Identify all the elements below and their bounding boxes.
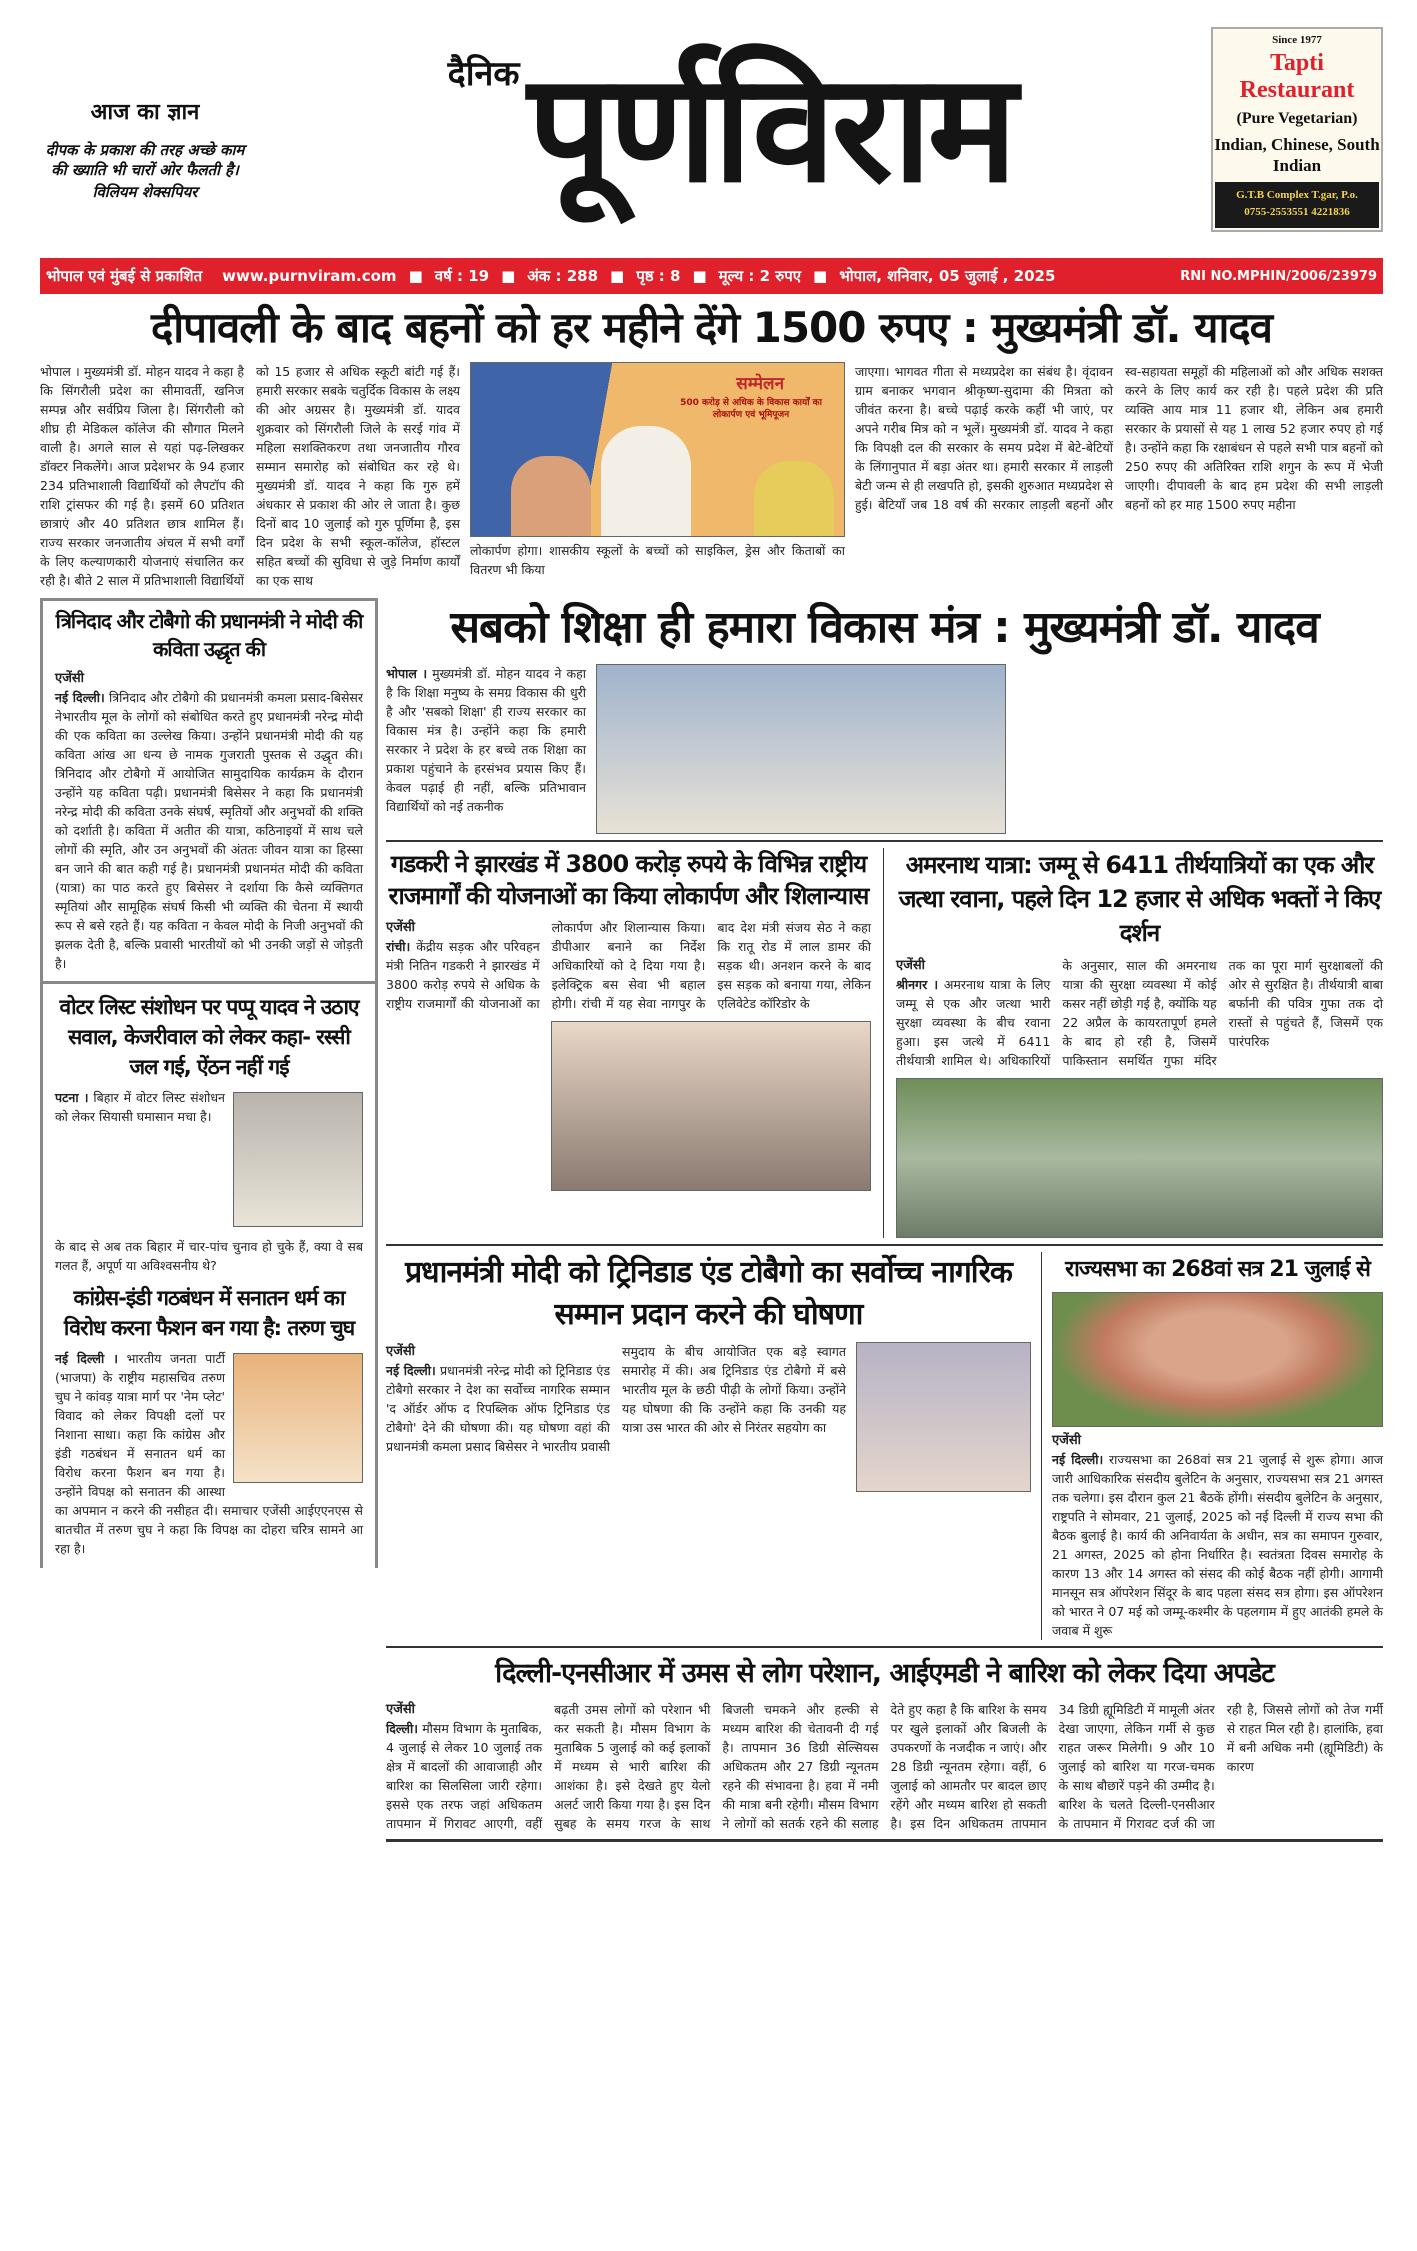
agency: एजेंसी: [386, 1702, 415, 1717]
dateline: श्रीनगर ।: [896, 977, 939, 992]
lead-body-left: भोपाल । मुख्यमंत्री डॉ. मोहन यादव ने कहा है कि सिंगरौली प्रदेश का सीमावर्ती, खनिज सम्पन्न और सर्वप्रिय जिला है। सिंगरौली को शीघ्र ही मेडिकल कॉलेज की सौगात मिलने वाली है। अगले साल से यहां पढ़-लिखकर डॉक्टर निकलेंगे। आज प्रदेशभर के 94 हजार 234 प्रतिभाशाली विद्यार्थियों को लैपटॉप की राशि ट्रांसफर की गई है। इसमें 60 प्रतिशत छात्राएं और 40 प्रतिशत छात्र शामिल हैं। राज्य सरकार जनजातीय अंचल में सभी वर्गों के लिए कल्याणकारी योजनाएं संचालित कर रही है। बीते 2 साल में प्रतिभाशाली विद्यार्थियों को 15 हजार से अधिक स्कूटी बांटी गई हैं। हमारी सरकार सबके चतुर्दिक विकास के लक्ष्य की ओर अग्रसर है। मुख्यमंत्री डॉ. यादव शुक्रवार को सिंगरौली जिले के सरई गांव में महिला सशक्तिकरण तथा जनजातीय गौरव सम्मान समारोह को संबोधित कर रहे थे। मुख्यमंत्री डॉ. यादव ने कहा कि गुरु हमें अंधकार से प्रकाश की ओर ले जाता है। कुछ दिनों बाद 10 जुलाई को गुरु पूर्णिमा है, इस दिन प्रदेश के सभी स्कूल-कॉलेज, हॉस्टल सहित बच्चों की सुविधा से जुड़े निर्माण कार्यों का एक साथ: [40, 364, 460, 588]
quote-text: दीपक के प्रकाश की तरह अच्छे काम की ख्याति भी चारों ओर फैलती है।: [45, 141, 245, 179]
agency: एजेंसी: [55, 671, 84, 686]
modi-story: [386, 1252, 1031, 1492]
dateline: नई दिल्ली।: [1052, 1452, 1104, 1467]
pages: पृष्ठ : 8: [636, 267, 681, 285]
article-text: राज्यसभा का 268वां सत्र 21 जुलाई से शुरू होगा। आज जारी आधिकारिक संसदीय बुलेटिन के अनुसार, राज्यसभा सत्र 21 अगस्त तक चलेगा। इस दौरान कुल 21 बैठकें होंगी। संसदीय बुलेटिन के अनुसार, राष्ट्रपति ने सोमवार, 21 जुलाई, 2025 को नई दिल्ली में राज्य सभा की बैठक बुलाई है। कार्य की अनिवार्यता के अधीन, सत्र का समापन गुरुवार, 21 अगस्त, 2025 को होना निर्धारित है। स्वतंत्रता दिवस समारोह के कारण 13 और 14 अगस्त को संसद की कोई बैठक नहीं होगी। आगामी मानसून सत्र ऑपरेशन सिंदूर के बाद पहला संसद सत्र होगा। इस ऑपरेशन को भारत ने 07 मई को जम्मू-कश्मीर के पहलगाम में हुए आतंकी हमले के जवाब में शुरू: [1052, 1452, 1383, 1638]
ad-cuisine: Indian, Chinese, South Indian: [1214, 134, 1380, 175]
restaurant-ad: [1211, 27, 1383, 232]
divider: [386, 840, 1383, 842]
agency: एजेंसी: [1052, 1433, 1081, 1448]
bullet: ■: [501, 267, 516, 285]
article-text: त्रिनिदाद और टोबैगो की प्रधानमंत्री कमला प्रसाद-बिसेसर नेभारतीय मूल के लोगों को संबोधित करते हुए प्रधानमंत्री नरेन्द्र मोदी की एक कविता का उल्लेख किया। उन्होंने प्रधानमंत्री मोदी की यह कविता आंख आ धन्य छे नामक गुजराती पुस्तक से उद्धृत की। त्रिनिदाद और टोबैगो में आयोजित सामुदायिक कार्यक्रम के दौरान उन्होंने यह कविता पढ़ी। प्रधानमंत्री बिसेसर ने कहा कि प्रधानमंत्री नरेन्द्र मोदी की कविता उनके संघर्ष, स्मृतियों और अनुभवों की शक्ति को दर्शाती है। कविता में अतीत की यात्रा, कठिनाइयों में साथ चले लोगों की स्मृति, और उन अनुभवों की अंततः जीवन यात्रा का हिस्सा बन जाने की बात कही गई है। प्रधानमंत्री प्रधानमंत मोदी की कविता (यात्रा) का पाठ करते हुए बिसेसर ने दर्शाया कि कैसे व्यक्तिगत स्मृतियां और सामूहिक संघर्ष किसी भी व्यक्ति की चेतना में स्थायी रूप से बसे रहते हैं। यह कविता न केवल मोदी के निजी अनुभवों की झलक देती है, बल्कि प्रवासी भारतीयों को भी उनकी जड़ों से जोड़ती है।: [55, 690, 363, 971]
year: वर्ष : 19: [434, 267, 490, 285]
voter-headline: वोटर लिस्ट संशोधन पर पप्पू यादव ने उठाए सवाल, केजरीवाल को लेकर कहा- रस्सी जल गई, ऐंठन नहीं गई: [59, 995, 359, 1079]
article-text: बिहार में वोटर लिस्ट संशोधन को लेकर सियासी घमासान मचा है।: [55, 1090, 225, 1124]
quote-author: विलियम शेक्सपियर: [92, 183, 198, 201]
gadkari-amarnath-row: [386, 848, 1383, 1238]
tarun-chugh-photo: [233, 1353, 363, 1483]
masthead-logo: पूर्णविराम: [527, 42, 1014, 216]
article-text: केंद्रीय सड़क और परिवहन मंत्री नितिन गडकरी ने झारखंड में 3800 करोड़ रुपये से अधिक के राष्ट्रीय राजमार्गों की योजनाओं का लोकार्पण और शिलान्यास किया। डीपीआर बनाने का निर्देश अधिकारियों को दे दिया गया है। इलेक्ट्रिक बस सेवा भी बहाल होगी। रांची में यह सेवा नागपुर के बाद देश मंत्री संजय सेठ ने कहा कि रातू रोड में लाल डामर की सड़क थी। अनशन करने के बाद इस सड़क को बनाया गया, लेकिन एलिवेटेड कॉरिडोर के: [386, 920, 871, 1011]
agency: एजेंसी: [896, 958, 925, 973]
article-text: मौसम विभाग के मुताबिक, 4 जुलाई से लेकर 10 जुलाई तक क्षेत्र में बादलों की आवाजाही और बारिश का सिलसिला जारी रहेगा। इससे एक तरफ जहां अधिकतम तापमान में गिरावट आएगी, वहीं बढ़ती उमस लोगों को परेशान भी कर सकती है। मौसम विभाग के मुताबिक 5 जुलाई को कई इलाकों में मध्यम से भारी बारिश की आशंका है। इसे देखते हुए येलो अलर्ट जारी किया गया है। इस दिन सुबह के समय गरज के साथ बिजली चमकने और हल्की से मध्यम बारिश की चेतावनी दी गई है। तापमान 36 डिग्री सेल्सियस अधिकतम और 27 डिग्री न्यूनतम रहने की संभावना है। हवा में नमी की मात्रा बनी रहेगी। मौसम विभाग ने लोगों को सतर्क रहने की सलाह देते हुए कहा है कि बारिश के समय पर खुले इलाकों और बिजली के उपकरणों के नजदीक न जाएं। और 28 डिग्री न्यूनतम रहेगा। वहीं, 6 जुलाई को आमतौर पर बादल छाए रहेंगे और मध्यम बारिश हो सकती है। इस दिन अधिकतम तापमान 34 डिग्री ह्यूमिडिटी में मामूली अंतर देखा जाएगा, लेकिन गर्मी से कुछ राहत जरूर मिलेगी। 9 और 10 जुलाई को बारिश या गरज-चमक के साथ बौछारें पड़ने की उम्मीद है। बारिश के चलते दिल्ली-एनसीआर के तापमान में गिरावट दर्ज की जा रही है, जिससे लोगों को तेज गर्मी से राहत मिल रही है। हालांकि, हवा में बनी अधिक नमी (ह्यूमिडिटी) के कारण: [386, 1702, 1383, 1831]
agency: एजेंसी: [386, 1344, 415, 1359]
delhi-body: [386, 1700, 1383, 1833]
divider: [43, 981, 375, 984]
lead-photo: [470, 362, 845, 537]
article-text: अमरनाथ यात्रा के लिए जम्मू से एक और जत्था भारी सुरक्षा व्यवस्था के बीच रवाना हुआ। इस जत्थे में 6411 तीर्थयात्री शामिल थे। अधिकारियों के अनुसार, साल की अमरनाथ यात्रा की सुरक्षा व्यवस्था में कोई कसर नहीं छोड़ी गई है, क्योंकि यह 22 अप्रैल के कायरतापूर्ण हमले के बाद हो रही है, जिसमें पाकिस्तान समर्थित गुफा मंदिर तक का पूरा मार्ग सुरक्षाबलों की ओर से सुरक्षित है। तीर्थयात्री बाबा बर्फानी की पवित्र गुफा तक दो रास्तों से पहुंचते हैं, जिसमें एक पारंपरिक: [896, 958, 1383, 1068]
divider: [386, 1244, 1383, 1246]
ad-since: Since 1977: [1272, 33, 1322, 46]
article-text: प्रधानमंत्री नरेन्द्र मोदी को ट्रिनिडाड एंड टोबैगो सरकार ने देश का सर्वोच्च नागरिक सम्मान 'द ऑर्डर ऑफ द रिपब्लिक ऑफ ट्रिनिडाड एंड टोबैगो' देने की घोषणा की। यह घोषणा वहां की प्रधानमंत्री कमला प्रसाद बिसेसर ने भारतीय प्रवासी समुदाय के बीच आयोजित एक बड़े स्वागत समारोह में की। अब ट्रिनिडाड एंड टोबैगो में बसे भारतीय मूल के छठी पीढ़ी के लोगों किया। उन्होंने यह घोषणा की कि उन्होंने कहा कि उनकी यह यात्रा उस भारत की ओर से निरंतर सहयोग का: [386, 1344, 846, 1454]
modi-rajyasabha-row: [386, 1252, 1383, 1640]
ad-phone: 0755-2553551 4221836: [1244, 205, 1350, 218]
voter-body: [55, 1088, 363, 1231]
ad-address: G.T.B Complex T.gar, P.o.: [1236, 188, 1358, 201]
lead-photo-caption-line: लोकार्पण होगा। शासकीय स्कूलों के बच्चों को साइकिल, ड्रेस और किताबों का वितरण भी किया: [470, 543, 845, 577]
gadkari-body: [386, 918, 871, 1013]
modi-photo: [856, 1342, 1031, 1492]
voter-ending: के बाद से अब तक बिहार में चार-पांच चुनाव हो चुके हैं, क्या वे सब गलत हैं, अपूर्ण या अविश्वसनीय थे?: [55, 1239, 363, 1273]
divider: [1041, 1252, 1042, 1640]
person-silhouette: [754, 461, 834, 536]
right-area: [386, 598, 1383, 1848]
pappu-yadav-photo: [233, 1092, 363, 1227]
ad-type: (Pure Vegetarian): [1236, 109, 1358, 127]
left-column-box: [40, 598, 378, 1568]
agency: एजेंसी: [386, 920, 415, 935]
delhi-headline: दिल्ली-एनसीआर में उमस से लोग परेशान, आईएमडी ने बारिश को लेकर दिया अपडेट: [495, 1658, 1274, 1689]
gadkari-photo: [551, 1021, 871, 1191]
rni-number: RNI NO.MPHIN/2006/23979: [1180, 268, 1377, 284]
published-from: भोपाल एवं मुंबई से प्रकाशित: [46, 267, 203, 285]
person-silhouette: [511, 456, 591, 536]
dateline: नई दिल्ली।: [55, 690, 105, 705]
price: मूल्य : 2 रुपए: [718, 267, 802, 285]
bullet: ■: [813, 267, 828, 285]
divider: [386, 1646, 1383, 1648]
article-text: भारतीय जनता पार्टी (भाजपा) के राष्ट्रीय महासचिव तरुण चुघ ने कांवड़ यात्रा मार्ग पर 'नेम प्लेट' विवाद को लेकर विपक्षी दलों पर निशाना साधा। कहा कि कांग्रेस और इंडी गठबंधन में सनातन धर्म का विरोध करना फैशन बन गया है। उन्होंने विपक्ष को सनातन की आस्था का अपमान न करने की नसीहत दी। समाचार एजेंसी आईएएनएस से बातचीत में तरुण चुघ ने कहा कि विपक्ष का दोहरा चरित्र सामने आ रहा है।: [55, 1351, 363, 1556]
logo-area: [260, 29, 1201, 229]
dateline: भोपाल, शनिवार, 05 जुलाई , 2025: [839, 267, 1056, 285]
divider: [883, 848, 884, 1238]
quote-box: [40, 56, 250, 202]
main-area: [40, 598, 1383, 1848]
amarnath-story: [896, 848, 1383, 1238]
lead-body-right: जाएगा। भागवत गीता से मध्यप्रदेश का संबंध है। वृंदावन ग्राम बनाकर भगवान श्रीकृष्ण-सुदामा की मित्रता को जीवंत करना है। बच्चे पढ़ाई करके कहीं भी जाएं, पर अपने गरीब मित्र को न भूलें। मुख्यमंत्री डॉ. यादव ने कहा कि विपक्षी दल की सरकार के समय प्रदेश में बेटे-बेटियों के लिंगानुपात में बड़ा अंतर था। हमारी सरकार में लाड़ली बेटी जन्म से ही लखपति हो, इसकी शुरुआत मध्यप्रदेश से हुई। बेटियाँ जब 18 वर्ष की सरकार लाड़ली बहनों और स्व-सहायता समूहों की महिलाओं को और अधिक सशक्त करने के लिए कार्य कर रही है। पहले प्रदेश की प्रति व्यक्ति आय मात्र 11 हजार थी, लेकिन अब हमारी सरकार के प्रयासों से यह 1 लाख 52 हजार रुपए हो गई है। उन्होंने कहा कि रक्षाबंधन से पहले सभी पात्र बहनों को 250 रुपए की अतिरिक्त राशि शगुन के रूप में भेजी जाएगी। दीपावली के बाद हम प्रदेश की सभी लाड़ली बहनों को हर माह 1500 रुपए महीना: [855, 364, 1383, 512]
modi-content: [386, 1342, 1031, 1492]
ad-name: Tapti Restaurant: [1239, 49, 1355, 103]
amarnath-body: [896, 956, 1383, 1070]
lead-photo-block: [470, 362, 845, 579]
modi-headline: प्रधानमंत्री मोदी को ट्रिनिडाड एंड टोबैगो का सर्वोच्च नागरिक सम्मान प्रदान करने की घोषणा: [405, 1255, 1012, 1332]
education-headline: सबको शिक्षा ही हमारा विकास मंत्र : मुख्यमंत्री डॉ. यादव: [450, 602, 1319, 653]
amarnath-photo: [896, 1078, 1383, 1238]
article-text: मुख्यमंत्री डॉ. मोहन यादव ने कहा है कि शिक्षा मनुष्य के समग्र विकास की धुरी है और 'सबको शिक्षा' ही राज्य सरकार का विकास मंत्र है। उन्होंने कहा कि हमारी सरकार ने प्रदेश के हर बच्चे तक शिक्षा का प्रकाश पहुंचाने के हरसंभव प्रयास किए हैं। केवल पढ़ाई ही नहीं, बल्कि प्रतिभावान विद्यार्थियों को नई तकनीक: [386, 666, 586, 814]
congress-headline: कांग्रेस-इंडी गठबंधन में सनातन धर्म का विरोध करना फैशन बन गया है: तरुण चुघ: [63, 1286, 355, 1340]
website-link[interactable]: www.purnviram.com: [222, 267, 397, 285]
lead-story: [40, 362, 1383, 590]
dateline: दिल्ली।: [386, 1721, 418, 1736]
bullet: ■: [692, 267, 707, 285]
gadkari-story: [386, 848, 871, 1191]
amarnath-headline: अमरनाथ यात्रा: जम्मू से 6411 तीर्थयात्रियों का एक और जत्था रवाना, पहले दिन 12 हजार से अधिक भक्तों ने किए दर्शन: [898, 851, 1381, 947]
masthead: [40, 0, 1383, 258]
modi-body: [386, 1342, 846, 1456]
dateline: नई दिल्ली।: [386, 1363, 436, 1378]
ad-contact: [1215, 182, 1379, 228]
education-story: [386, 664, 1383, 834]
quote-title: आज का ज्ञान: [90, 100, 200, 125]
congress-body: [55, 1349, 363, 1558]
rajyasabha-headline: राज्यसभा का 268वां सत्र 21 जुलाई से: [1065, 1257, 1370, 1282]
trinidad-headline: त्रिनिदाद और टोबैगो की प्रधानमंत्री ने मोदी की कविता उद्धृत की: [55, 609, 363, 661]
banner-sub: 500 करोड़ से अधिक के विकास कार्यों का लोकार्पण एवं भूमिपूजन: [680, 398, 822, 420]
dateline: भोपाल ।: [386, 666, 428, 681]
person-silhouette: [601, 426, 691, 536]
issue: अंक : 288: [527, 267, 598, 285]
bullet: ■: [610, 267, 625, 285]
trinidad-body: [55, 669, 363, 973]
rajyasabha-body: [1052, 1431, 1383, 1640]
dateline: पटना ।: [55, 1090, 89, 1105]
info-bar: [40, 258, 1383, 294]
banner-text: सम्मेलन: [736, 374, 784, 394]
bullet: ■: [408, 267, 423, 285]
masthead-prefix: दैनिक: [447, 54, 520, 94]
education-body: [386, 664, 586, 816]
rajyasabha-story: [1052, 1252, 1383, 1640]
dateline: नई दिल्ली ।: [55, 1351, 118, 1366]
bottom-rule: [386, 1839, 1383, 1842]
lead-headline: दीपावली के बाद बहनों को हर महीने देंगे 1500 रुपए : मुख्यमंत्री डॉ. यादव: [150, 303, 1273, 352]
gadkari-headline: गडकरी ने झारखंड में 3800 करोड़ रुपये के विभिन्न राष्ट्रीय राजमार्गों की योजनाओं का किया लोकार्पण और शिलान्यास: [388, 850, 869, 910]
dateline: रांची।: [386, 939, 411, 954]
education-photo: [596, 664, 1006, 834]
parliament-photo: [1052, 1292, 1383, 1427]
